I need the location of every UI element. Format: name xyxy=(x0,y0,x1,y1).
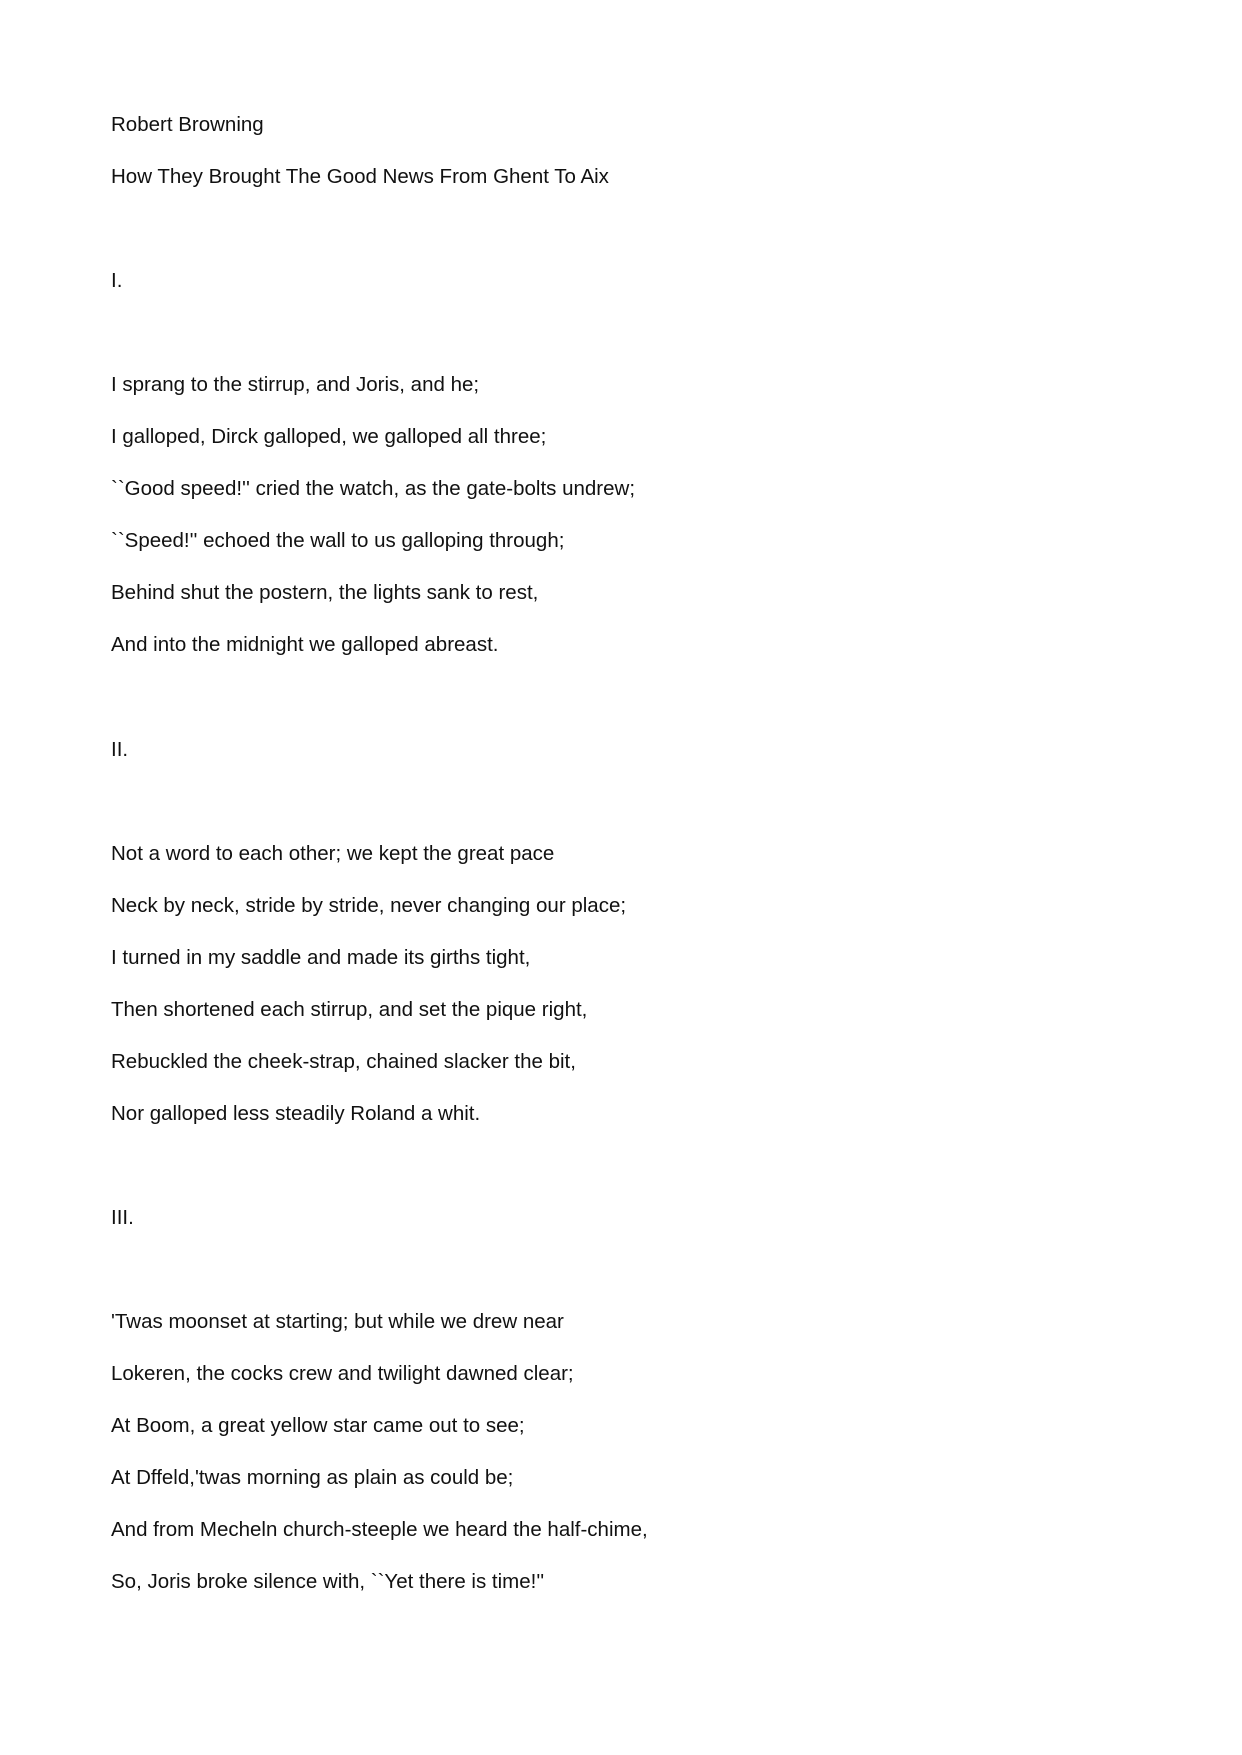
poem-line: ``Good speed!'' cried the watch, as the gate-bolts undrew; xyxy=(111,477,636,500)
stanza-numeral: III. xyxy=(111,1206,134,1229)
poem-line: So, Joris broke silence with, ``Yet there is time!'' xyxy=(111,1570,545,1593)
author-name: Robert Browning xyxy=(111,113,264,136)
poem-line: At Dffeld,'twas morning as plain as could be; xyxy=(111,1466,514,1489)
poem-line: And from Mecheln church-steeple we heard the half-chime, xyxy=(111,1518,648,1541)
poem-line: And into the midnight we galloped abreast. xyxy=(111,633,499,656)
poem-line: Rebuckled the cheek-strap, chained slacker the bit, xyxy=(111,1050,576,1073)
stanza-numeral: I. xyxy=(111,269,123,292)
poem-line: Nor galloped less steadily Roland a whit. xyxy=(111,1102,481,1125)
poem-line: 'Twas moonset at starting; but while we drew near xyxy=(111,1310,564,1333)
poem-line: I turned in my saddle and made its girths tight, xyxy=(111,946,531,969)
poem-title: How They Brought The Good News From Ghent To Aix xyxy=(111,165,609,188)
poem-line: Behind shut the postern, the lights sank to rest, xyxy=(111,581,539,604)
poem-line: I galloped, Dirck galloped, we galloped all three; xyxy=(111,425,547,448)
poem-line: I sprang to the stirrup, and Joris, and he; xyxy=(111,373,480,396)
poem-line: ``Speed!'' echoed the wall to us galloping through; xyxy=(111,529,565,552)
poem-line: Neck by neck, stride by stride, never changing our place; xyxy=(111,894,627,917)
poem-line: Then shortened each stirrup, and set the pique right, xyxy=(111,998,588,1021)
poem-line: Not a word to each other; we kept the great pace xyxy=(111,842,555,865)
poem-line: At Boom, a great yellow star came out to see; xyxy=(111,1414,525,1437)
poem-line: Lokeren, the cocks crew and twilight dawned clear; xyxy=(111,1362,574,1385)
stanza-numeral: II. xyxy=(111,738,129,761)
